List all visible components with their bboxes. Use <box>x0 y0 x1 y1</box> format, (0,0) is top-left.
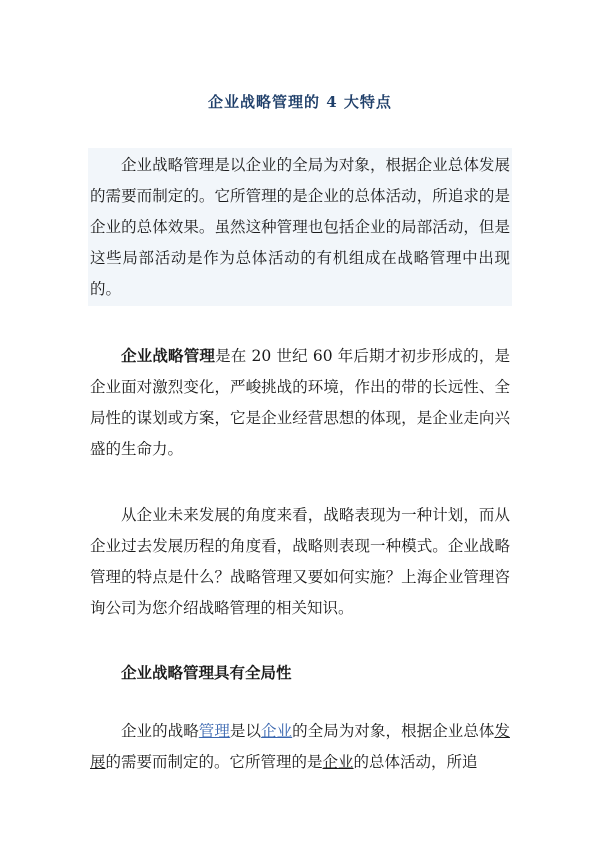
text-segment: 的总体活动，所追 <box>353 753 478 771</box>
bold-term: 企业战略管理 <box>121 346 216 365</box>
text-segment: 的全局为对象，根据企业总体 <box>292 722 495 740</box>
section-heading: 企业战略管理具有全局性 <box>121 663 292 682</box>
text-segment: 企业的战略 <box>121 722 199 740</box>
text-segment: 是以 <box>229 722 262 740</box>
paragraph-history <box>90 340 510 465</box>
paragraph-history-text: 是在 20 世纪 60 年后期才初步形成的，是企业面对激烈变化，严峻挑战的环境，作出的带的长远性、全局性的谋划或方案，它是企业经营思想的体现，是企业走向兴盛的生命力。 <box>90 347 510 458</box>
link-enterprise[interactable]: 企业 <box>261 722 293 740</box>
underlined-enterprise: 企业 <box>322 753 354 771</box>
link-management[interactable]: 管理 <box>198 722 230 740</box>
underlined-development: 发展 <box>90 722 510 771</box>
text-segment: 的需要而制定的。它所管理的是 <box>105 753 323 771</box>
document-title: 企业战略管理的 4 大特点 <box>208 93 392 111</box>
intro-paragraph: 企业战略管理是以企业的全局为对象，根据企业总体发展的需要而制定的。它所管理的是企业的总体活动，所追求的是企业的总体效果。虽然这种管理也包括企业的局部活动，但是这些局部活动是作为总体活动的有机组成在战略管理中出现的。 <box>90 156 510 298</box>
paragraph-global <box>90 716 510 778</box>
paragraph-perspective: 从企业未来发展的角度来看，战略表现为一种计划，而从企业过去发展历程的角度看，战略则表现一种模式。企业战略管理的特点是什么？战略管理又要如何实施？上海企业管理咨询公司为您介绍战略管理的相关知识。 <box>90 506 510 617</box>
